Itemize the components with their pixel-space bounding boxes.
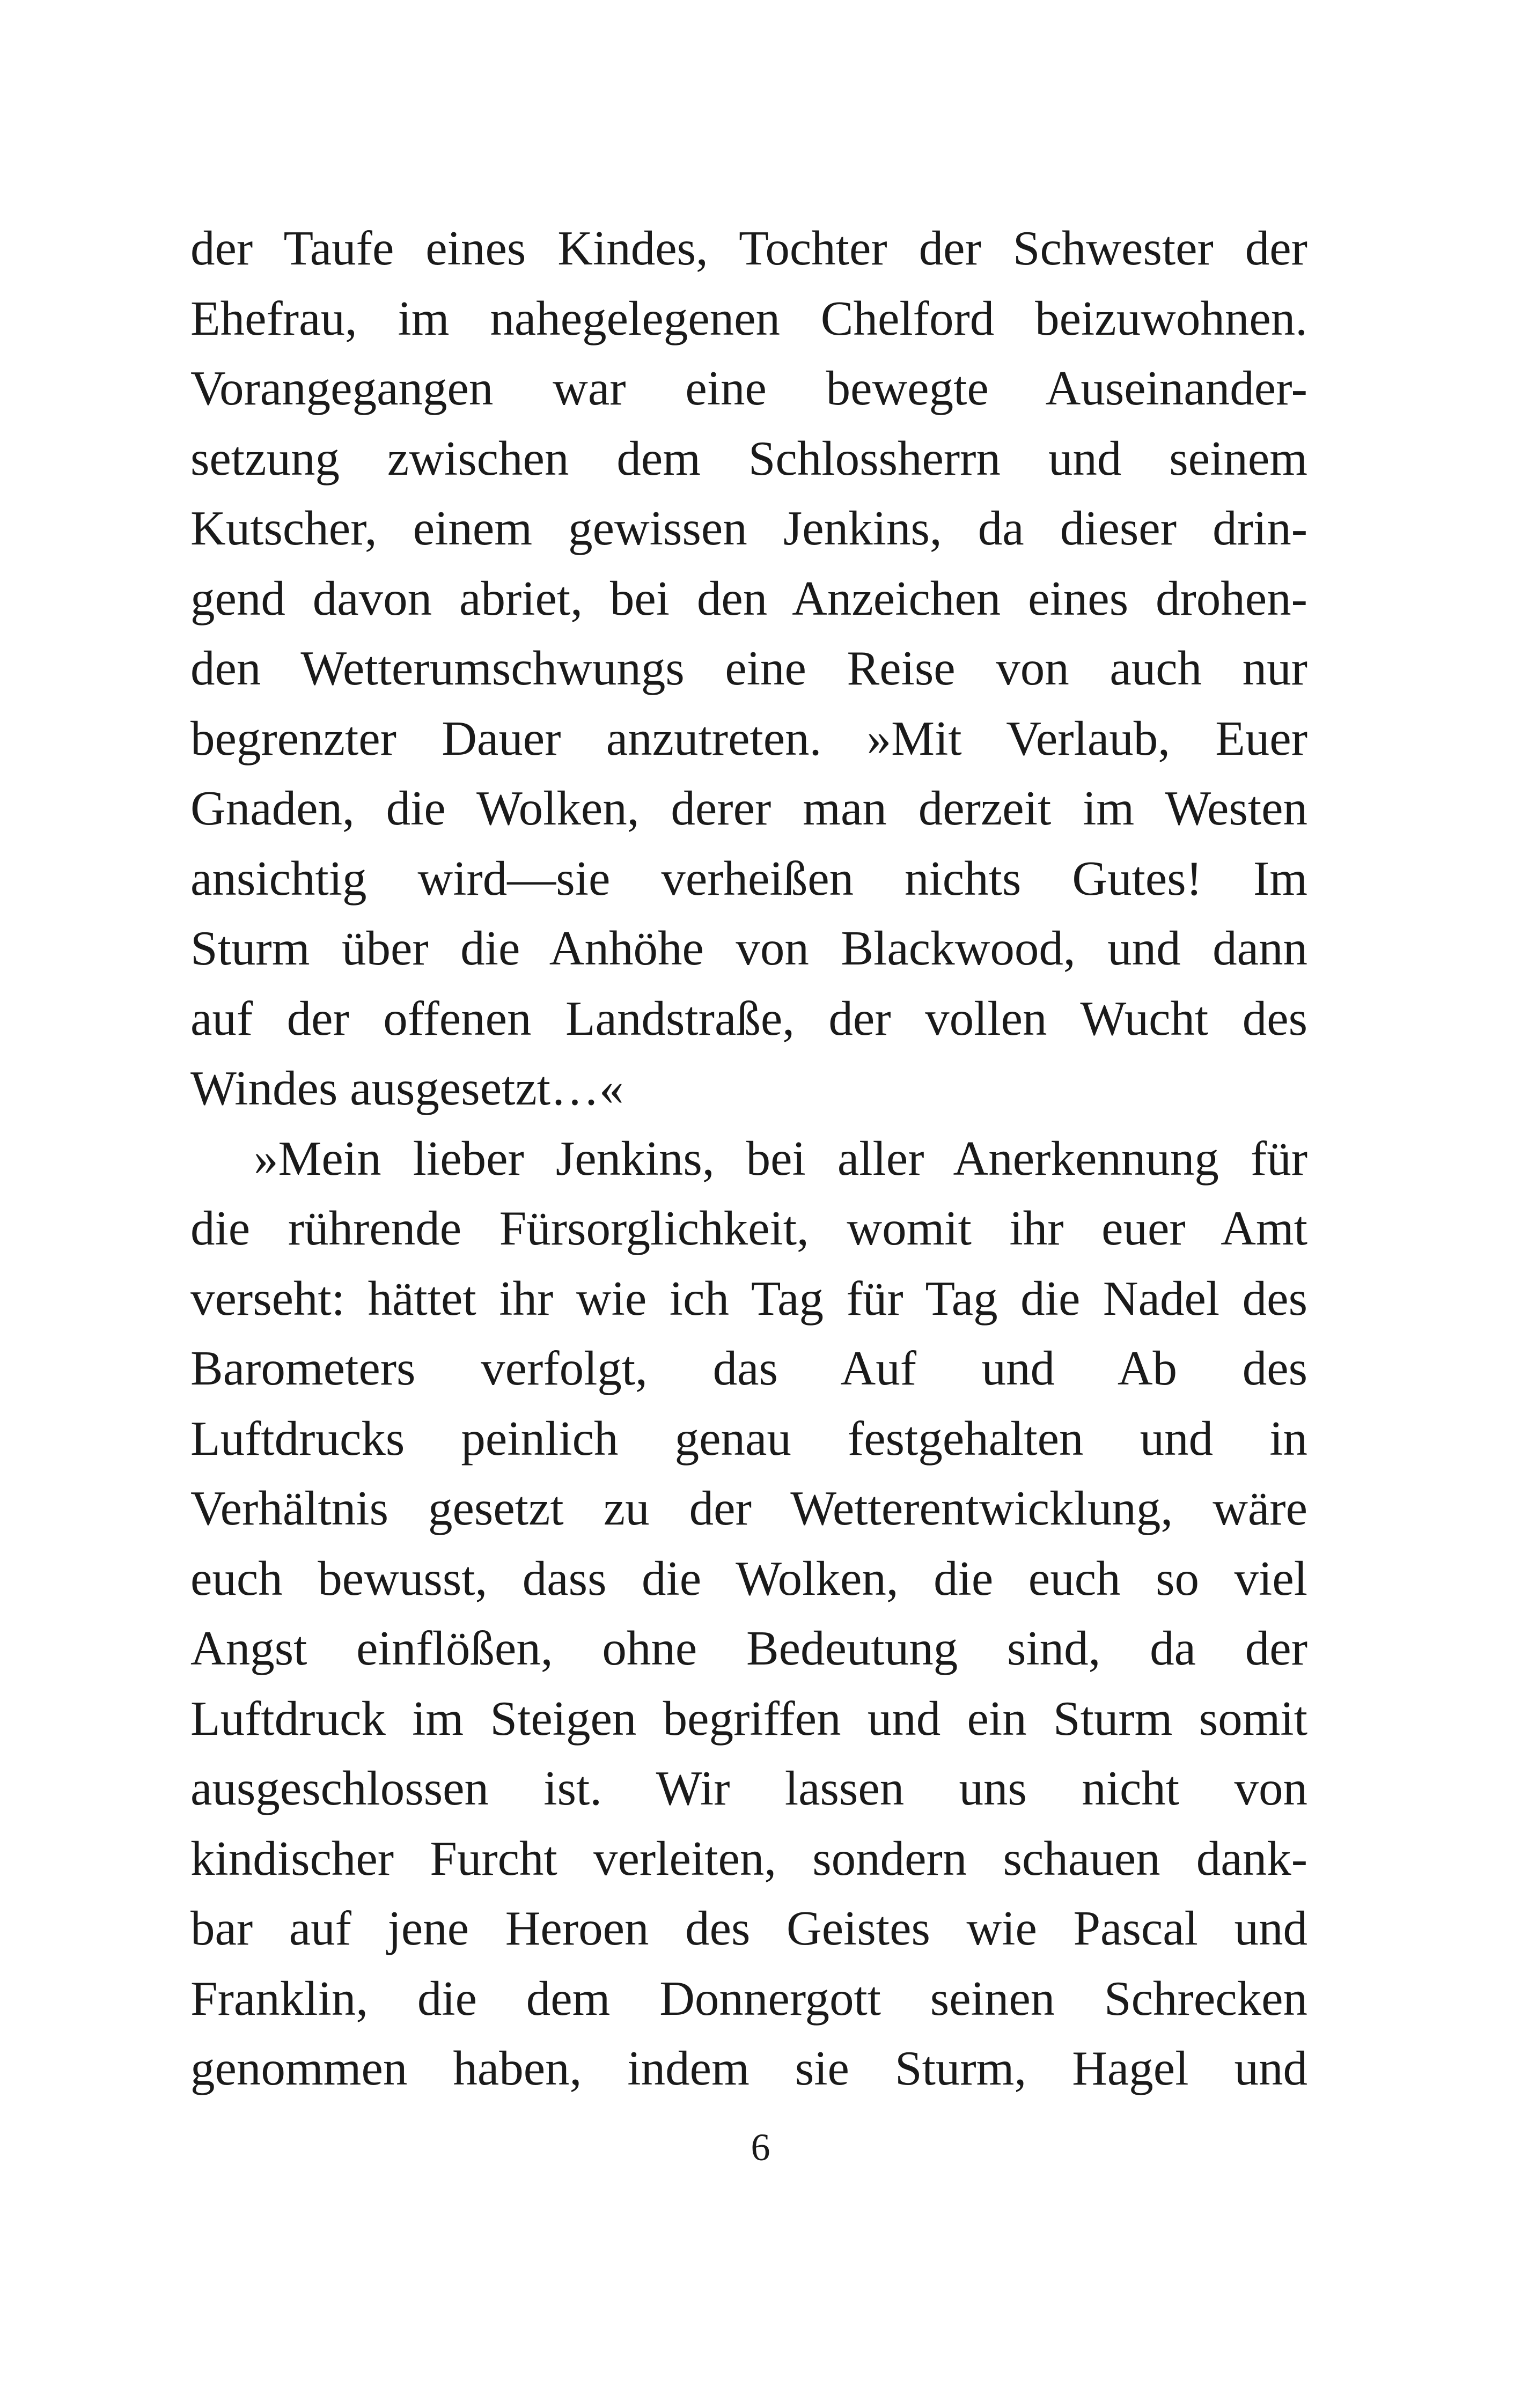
text-line: den Wetterumschwungs eine Reise von auch nur <box>190 641 1307 695</box>
text-line: euch bewusst, dass die Wolken, die euch so viel <box>190 1551 1307 1606</box>
text-line: die rührende Fürsorglichkeit, womit ihr euer Amt <box>190 1201 1307 1255</box>
text-line: ansichtig wird—sie verheißen nichts Gutes! Im <box>190 851 1307 905</box>
text-line: Kutscher, einem gewissen Jenkins, da dieser drin- <box>190 501 1307 555</box>
text-line: Franklin, die dem Donnergott seinen Schrecken <box>190 1971 1307 2026</box>
text-line: Sturm über die Anhöhe von Blackwood, und dann <box>190 921 1307 975</box>
text-line: bar auf jene Heroen des Geistes wie Pascal und <box>190 1901 1307 1955</box>
text-line: kindischer Furcht verleiten, sondern schauen dank- <box>190 1831 1307 1886</box>
text-line: gend davon abriet, bei den Anzeichen eines drohen- <box>190 571 1307 625</box>
text-line: genommen haben, indem sie Sturm, Hagel und <box>190 2041 1307 2095</box>
text-line: auf der offenen Landstraße, der vollen Wucht des <box>190 991 1307 1045</box>
text-line: Angst einflößen, ohne Bedeutung sind, da der <box>190 1621 1307 1675</box>
text-line: Barometers verfolgt, das Auf und Ab des <box>190 1341 1307 1395</box>
text-line: Verhältnis gesetzt zu der Wetterentwicklung, wäre <box>190 1481 1307 1535</box>
text-line: begrenzter Dauer anzutreten. »Mit Verlaub, Euer <box>190 711 1307 765</box>
text-line: Luftdruck im Steigen begriffen und ein Sturm somit <box>190 1691 1307 1746</box>
text-line: der Taufe eines Kindes, Tochter der Schwester der <box>190 221 1307 275</box>
text-line: ausgeschlossen ist. Wir lassen uns nicht von <box>190 1761 1307 1815</box>
text-line: Windes ausgesetzt…« <box>190 1061 624 1115</box>
text-line: Gnaden, die Wolken, derer man derzeit im Westen <box>190 781 1307 835</box>
text-line: Vorangegangen war eine bewegte Auseinander- <box>190 361 1307 415</box>
text-line: Ehefrau, im nahegelegenen Chelford beizuwohnen. <box>190 291 1307 345</box>
body-text <box>190 213 1307 2104</box>
text-line: verseht: hättet ihr wie ich Tag für Tag die Nadel des <box>190 1271 1307 1325</box>
text-line: setzung zwischen dem Schlossherrn und seinem <box>190 431 1307 485</box>
text-line: »Mein lieber Jenkins, bei aller Anerkennung für <box>254 1131 1307 1185</box>
page-number: 6 <box>751 2126 770 2169</box>
text-line: Luftdrucks peinlich genau festgehalten und in <box>190 1411 1307 1466</box>
